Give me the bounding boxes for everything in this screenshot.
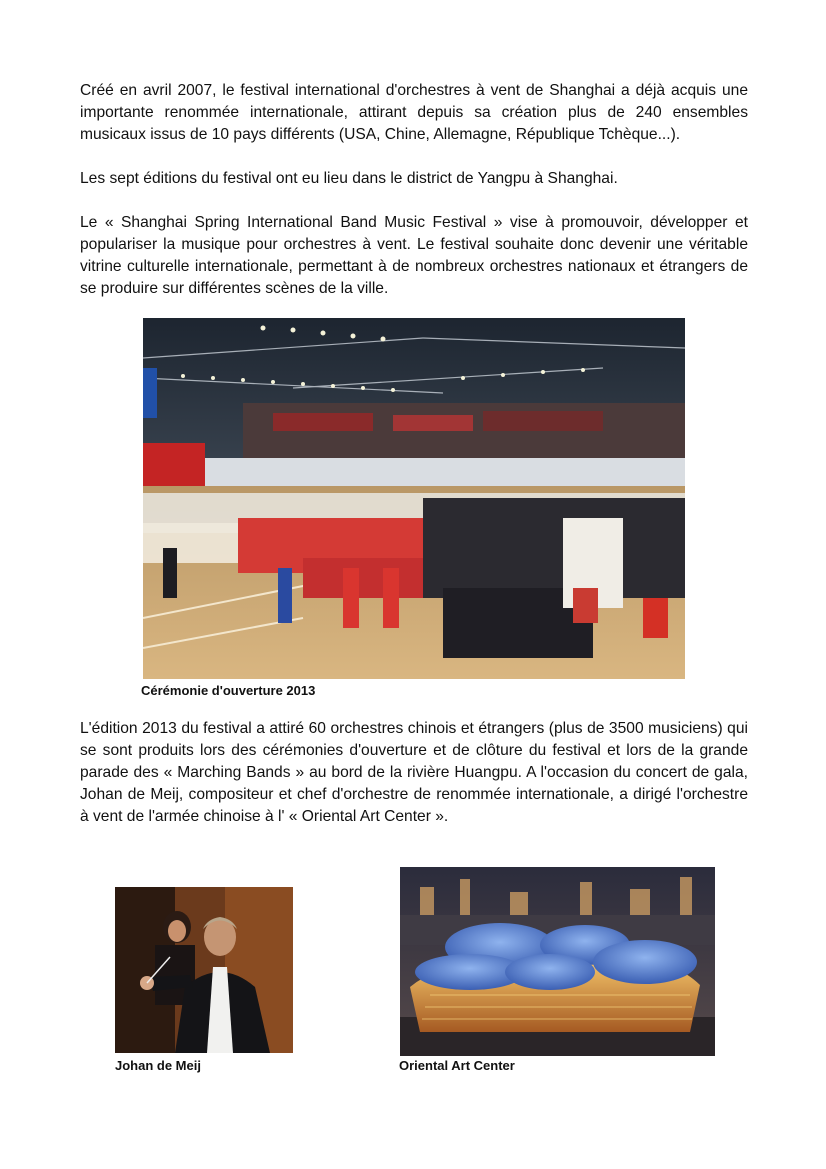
mission-paragraph [80,212,748,300]
venue-caption: Oriental Art Center [399,1058,515,1073]
conductor-photo [115,887,293,1053]
editions-text: Les sept éditions du festival ont eu lieu dans le district de Yangpu à Shanghai. [80,170,618,187]
intro-paragraph [80,80,748,146]
edition-2013-paragraph [80,718,748,828]
ceremony-caption: Cérémonie d'ouverture 2013 [141,683,316,698]
intro-text: Créé en avril 2007, le festival international d'orchestres à vent de Shanghai a déjà acquis une importante renommée internationale, attirant depuis sa création plus de 240 ensembles musicaux issus de 10 pays différents (USA, Chine, Allemagne, République Tchèque...). [80,82,748,143]
editions-paragraph [80,168,748,190]
mission-text: Le « Shanghai Spring International Band Music Festival » vise à promouvoir, développer et populariser la musique pour orchestres à vent. Le festival souhaite donc devenir une véritable vitrine culturelle internationale, permettant à de nombreux orchestres nationaux et étrangers de se produire sur différentes scènes de la ville. [80,214,748,297]
venue-photo [400,867,715,1056]
conductor-caption: Johan de Meij [115,1058,201,1073]
conductor-photo-image [115,887,293,1053]
edition-2013-text: L'édition 2013 du festival a attiré 60 orchestres chinois et étrangers (plus de 3500 musiciens) qui se sont produits lors des cérémonies d'ouverture et de clôture du festival et lors de la grande parade des « Marching Bands » au bord de la rivière Huangpu. A l'occasion du concert de gala, Johan de Meij, compositeur et chef d'orchestre de renommée internationale, a dirigé l'orchestre à vent de l'armée chinoise à l' « Oriental Art Center ». [80,720,748,825]
ceremony-photo-image [143,318,685,679]
venue-photo-image [400,867,715,1056]
ceremony-photo [143,318,685,679]
